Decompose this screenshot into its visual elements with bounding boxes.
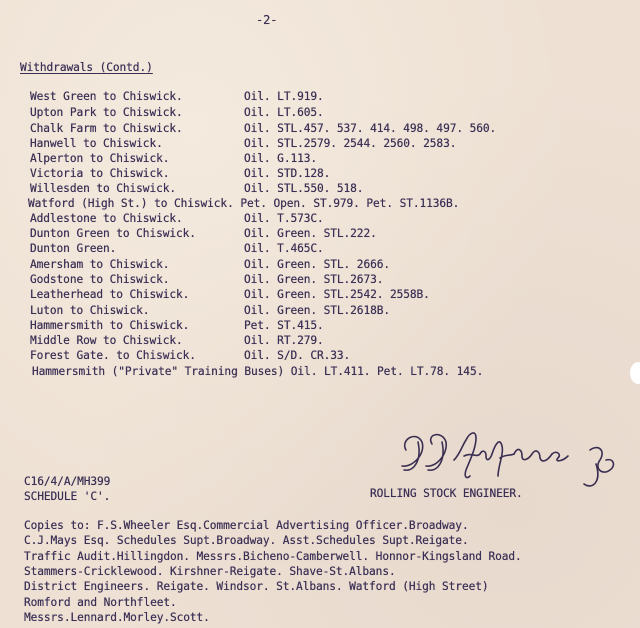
row-from: Upton Park to Chiswick. (30, 106, 183, 119)
row-fuel: Oil. S/D. CR.33. (244, 349, 351, 362)
row-from: Dunton Green to Chiswick. (30, 227, 196, 240)
row-fuel: Oil. STL.2579. 2544. 2560. 2583. (244, 137, 457, 150)
row-fuel: Oil. Green. STL.2542. 2558B. (244, 288, 430, 301)
copies-line: Messrs.Lennard.Morley.Scott. (24, 611, 210, 624)
row-fuel: Oil. STD.128. (244, 167, 331, 180)
copies-line: Copies to: F.S.Wheeler Esq.Commercial Advertising Officer.Broadway. (24, 519, 469, 532)
row-full: Hammersmith ("Private" Training Buses) Oil. LT.411. Pet. LT.78. 145. (32, 365, 484, 378)
row-fuel: Oil. LT.919. (244, 90, 324, 103)
row-from: Forest Gate. to Chiswick. (30, 349, 196, 362)
copies-line: District Engineers. Reigate. Windsor. St.Albans. Watford (High Street) (24, 580, 489, 593)
row-from: Middle Row to Chiswick. (30, 334, 183, 347)
row-from: Dunton Green. (30, 242, 117, 255)
row-fuel: Oil. STL.550. 518. (244, 182, 364, 195)
row-fuel: Oil. Green. STL.2618B. (244, 304, 390, 317)
row-from: Godstone to Chiswick. (30, 273, 170, 286)
schedule-label: SCHEDULE 'C'. (24, 490, 111, 503)
copies-line: C.J.Mays Esq. Schedules Supt.Broadway. Asst.Schedules Supt.Reigate. (24, 534, 469, 547)
row-from: Alperton to Chiswick. (30, 152, 170, 165)
row-fuel: Oil. Green. STL.2673. (244, 273, 384, 286)
row-from: Leatherhead to Chiswick. (30, 288, 190, 301)
page-number: -2- (256, 13, 278, 27)
section-heading: Withdrawals (Contd.) (20, 61, 153, 74)
row-from: Chalk Farm to Chiswick. (30, 122, 183, 135)
row-from: Luton to Chiswick. (30, 304, 150, 317)
row-fuel: Oil. Green. STL. 2666. (244, 258, 390, 271)
row-fuel: Oil. T.465C. (244, 242, 324, 255)
row-fuel: Oil. STL.457. 537. 414. 498. 497. 560. (244, 122, 497, 135)
row-from: West Green to Chiswick. (30, 90, 183, 103)
reference-code: C16/4/A/MH399 (24, 475, 111, 488)
copies-line: Stammers-Cricklewood. Kirshner-Reigate. Shave-St.Albans. (24, 565, 396, 578)
row-fuel: Oil. RT.279. (244, 334, 324, 347)
copies-line: Romford and Northfleet. (24, 596, 177, 609)
row-full: Watford (High St.) to Chiswick. Pet. Open. ST.979. Pet. ST.1136B. (28, 197, 460, 210)
row-from: Addlestone to Chiswick. (30, 212, 183, 225)
signatory-title: ROLLING STOCK ENGINEER. (370, 487, 523, 500)
row-from: Hammersmith to Chiswick. (30, 319, 190, 332)
copies-line: Traffic Audit.Hillingdon. Messrs.Bicheno-Camberwell. Honnor-Kingsland Road. (24, 550, 522, 563)
row-fuel: Pet. ST.415. (244, 319, 324, 332)
row-from: Willesden to Chiswick. (30, 182, 176, 195)
row-from: Hanwell to Chiswick. (30, 137, 163, 150)
row-fuel: Oil. G.113. (244, 152, 317, 165)
row-from: Amersham to Chiswick. (30, 258, 170, 271)
row-fuel: Oil. Green. STL.222. (244, 227, 377, 240)
row-fuel: Oil. LT.605. (244, 106, 324, 119)
row-fuel: Oil. T.573C. (244, 212, 324, 225)
punch-hole (630, 362, 640, 384)
row-from: Victoria to Chiswick. (30, 167, 170, 180)
